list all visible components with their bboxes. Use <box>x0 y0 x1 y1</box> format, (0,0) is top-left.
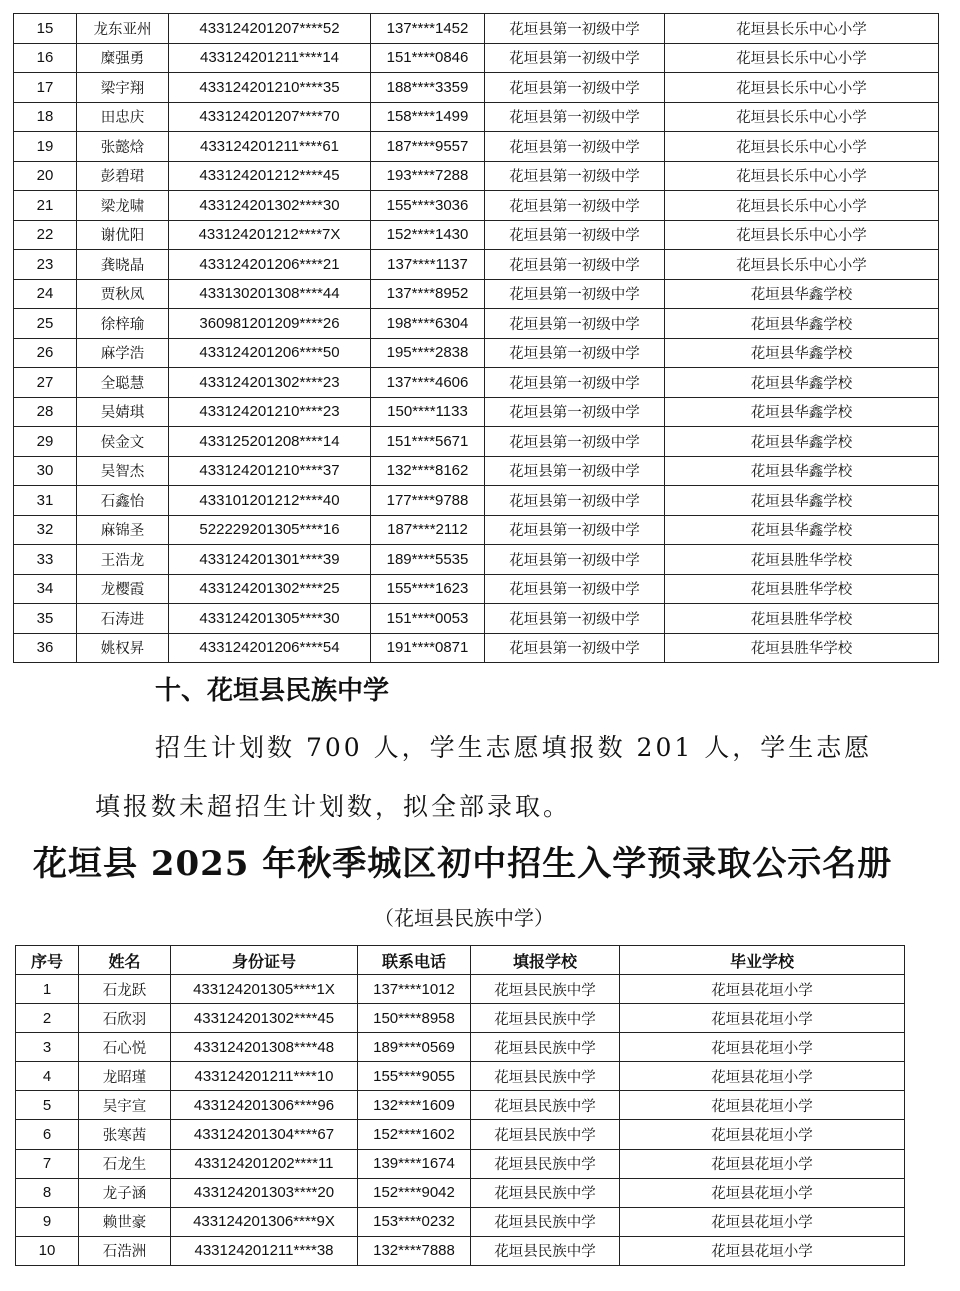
cell-index: 26 <box>14 338 77 368</box>
cell-index: 4 <box>16 1062 79 1091</box>
cell-name: 麻锦圣 <box>77 515 169 545</box>
cell-name: 石龙生 <box>79 1149 171 1178</box>
cell-graduated-school: 花垣县华鑫学校 <box>665 456 939 486</box>
cell-index: 10 <box>16 1236 79 1265</box>
section-heading: 十、花垣县民族中学 <box>155 676 390 706</box>
cell-index: 5 <box>16 1091 79 1120</box>
document-subtitle: （花垣县民族中学） <box>374 906 554 930</box>
table-row <box>14 250 939 280</box>
header-phone: 联系电话 <box>358 946 471 975</box>
cell-graduated-school: 花垣县华鑫学校 <box>665 515 939 545</box>
cell-applied-school: 花垣县第一初级中学 <box>485 604 665 634</box>
table-row <box>14 515 939 545</box>
cell-name: 谢优阳 <box>77 220 169 250</box>
cell-applied-school: 花垣县第一初级中学 <box>485 368 665 398</box>
cell-phone: 137****1452 <box>371 14 485 44</box>
table-row <box>16 1236 905 1265</box>
table-row <box>14 338 939 368</box>
cell-id-number: 433124201212****45 <box>169 161 371 191</box>
cell-graduated-school: 花垣县花垣小学 <box>620 975 905 1004</box>
table-row <box>14 309 939 339</box>
cell-index: 19 <box>14 132 77 162</box>
cell-graduated-school: 花垣县胜华学校 <box>665 633 939 663</box>
cell-applied-school: 花垣县第一初级中学 <box>485 102 665 132</box>
cell-index: 22 <box>14 220 77 250</box>
cell-applied-school: 花垣县第一初级中学 <box>485 14 665 44</box>
cell-phone: 139****1674 <box>358 1149 471 1178</box>
table-row <box>14 191 939 221</box>
cell-applied-school: 花垣县民族中学 <box>471 1178 620 1207</box>
cell-name: 贾秋凤 <box>77 279 169 309</box>
table-row <box>14 73 939 103</box>
cell-applied-school: 花垣县民族中学 <box>471 1207 620 1236</box>
cell-id-number: 433124201306****9X <box>171 1207 358 1236</box>
table-row <box>16 1120 905 1149</box>
cell-graduated-school: 花垣县胜华学校 <box>665 574 939 604</box>
table-row <box>16 1004 905 1033</box>
header-row <box>16 946 905 975</box>
cell-phone: 158****1499 <box>371 102 485 132</box>
cell-graduated-school: 花垣县长乐中心小学 <box>665 43 939 73</box>
cell-name: 张懿焓 <box>77 132 169 162</box>
cell-index: 18 <box>14 102 77 132</box>
cell-name: 石龙跃 <box>79 975 171 1004</box>
table-row <box>16 1033 905 1062</box>
cell-phone: 132****8162 <box>371 456 485 486</box>
cell-index: 31 <box>14 486 77 516</box>
table-row <box>14 102 939 132</box>
cell-graduated-school: 花垣县花垣小学 <box>620 1149 905 1178</box>
cell-name: 石欣羽 <box>79 1004 171 1033</box>
table-row <box>14 486 939 516</box>
cell-name: 侯金文 <box>77 427 169 457</box>
cell-graduated-school: 花垣县华鑫学校 <box>665 309 939 339</box>
cell-id-number: 433124201304****67 <box>171 1120 358 1149</box>
cell-phone: 198****6304 <box>371 309 485 339</box>
cell-graduated-school: 花垣县长乐中心小学 <box>665 220 939 250</box>
cell-name: 姚权昇 <box>77 633 169 663</box>
cell-phone: 151****5671 <box>371 427 485 457</box>
cell-name: 吴智杰 <box>77 456 169 486</box>
cell-applied-school: 花垣县民族中学 <box>471 1091 620 1120</box>
cell-applied-school: 花垣县民族中学 <box>471 975 620 1004</box>
cell-applied-school: 花垣县民族中学 <box>471 1120 620 1149</box>
cell-graduated-school: 花垣县长乐中心小学 <box>665 191 939 221</box>
cell-index: 20 <box>14 161 77 191</box>
cell-graduated-school: 花垣县华鑫学校 <box>665 338 939 368</box>
cell-index: 36 <box>14 633 77 663</box>
cell-name: 龙东亚州 <box>77 14 169 44</box>
cell-graduated-school: 花垣县长乐中心小学 <box>665 73 939 103</box>
cell-graduated-school: 花垣县花垣小学 <box>620 1062 905 1091</box>
cell-name: 王浩龙 <box>77 545 169 575</box>
cell-applied-school: 花垣县第一初级中学 <box>485 132 665 162</box>
cell-phone: 195****2838 <box>371 338 485 368</box>
cell-phone: 151****0053 <box>371 604 485 634</box>
table-row <box>14 161 939 191</box>
cell-id-number: 433124201202****11 <box>171 1149 358 1178</box>
cell-id-number: 433124201210****23 <box>169 397 371 427</box>
cell-graduated-school: 花垣县花垣小学 <box>620 1120 905 1149</box>
cell-applied-school: 花垣县第一初级中学 <box>485 427 665 457</box>
cell-phone: 137****4606 <box>371 368 485 398</box>
table-row <box>14 545 939 575</box>
cell-phone: 137****1137 <box>371 250 485 280</box>
cell-index: 6 <box>16 1120 79 1149</box>
cell-id-number: 522229201305****16 <box>169 515 371 545</box>
cell-graduated-school: 花垣县胜华学校 <box>665 545 939 575</box>
cell-name: 龙樱霞 <box>77 574 169 604</box>
cell-phone: 150****8958 <box>358 1004 471 1033</box>
cell-graduated-school: 花垣县花垣小学 <box>620 1091 905 1120</box>
cell-phone: 155****3036 <box>371 191 485 221</box>
table-body <box>16 975 905 1266</box>
cell-index: 34 <box>14 574 77 604</box>
cell-name: 吴宇宣 <box>79 1091 171 1120</box>
cell-name: 吴婧琪 <box>77 397 169 427</box>
header-graduated-school: 毕业学校 <box>620 946 905 975</box>
cell-phone: 191****0871 <box>371 633 485 663</box>
cell-applied-school: 花垣县民族中学 <box>471 1236 620 1265</box>
cell-name: 龙昭瑾 <box>79 1062 171 1091</box>
cell-id-number: 433124201303****20 <box>171 1178 358 1207</box>
cell-index: 21 <box>14 191 77 221</box>
table-row <box>16 1178 905 1207</box>
cell-phone: 151****0846 <box>371 43 485 73</box>
cell-id-number: 433124201206****21 <box>169 250 371 280</box>
cell-id-number: 433124201207****52 <box>169 14 371 44</box>
cell-applied-school: 花垣县第一初级中学 <box>485 161 665 191</box>
table-row <box>16 1149 905 1178</box>
cell-name: 全聪慧 <box>77 368 169 398</box>
cell-applied-school: 花垣县第一初级中学 <box>485 545 665 575</box>
cell-index: 24 <box>14 279 77 309</box>
table-row <box>14 132 939 162</box>
cell-graduated-school: 花垣县长乐中心小学 <box>665 161 939 191</box>
cell-index: 29 <box>14 427 77 457</box>
cell-applied-school: 花垣县第一初级中学 <box>485 220 665 250</box>
cell-index: 7 <box>16 1149 79 1178</box>
cell-index: 35 <box>14 604 77 634</box>
cell-graduated-school: 花垣县华鑫学校 <box>665 397 939 427</box>
cell-applied-school: 花垣县第一初级中学 <box>485 43 665 73</box>
cell-id-number: 433124201302****45 <box>171 1004 358 1033</box>
cell-name: 赖世豪 <box>79 1207 171 1236</box>
table-row <box>14 604 939 634</box>
table-row <box>14 456 939 486</box>
cell-phone: 188****3359 <box>371 73 485 103</box>
header-id-number: 身份证号 <box>171 946 358 975</box>
cell-applied-school: 花垣县第一初级中学 <box>485 73 665 103</box>
document-title: 花垣县 2025 年秋季城区初中招生入学预录取公示名册 <box>33 844 893 884</box>
table-row <box>14 43 939 73</box>
table-row <box>16 975 905 1004</box>
table-row <box>14 633 939 663</box>
cell-name: 石涛进 <box>77 604 169 634</box>
cell-phone: 155****9055 <box>358 1062 471 1091</box>
cell-applied-school: 花垣县第一初级中学 <box>485 191 665 221</box>
cell-id-number: 433124201305****30 <box>169 604 371 634</box>
cell-applied-school: 花垣县民族中学 <box>471 1149 620 1178</box>
cell-id-number: 433124201206****54 <box>169 633 371 663</box>
cell-applied-school: 花垣县民族中学 <box>471 1004 620 1033</box>
header-name: 姓名 <box>79 946 171 975</box>
table-row <box>14 574 939 604</box>
cell-index: 15 <box>14 14 77 44</box>
cell-index: 17 <box>14 73 77 103</box>
cell-index: 1 <box>16 975 79 1004</box>
admission-plan-text-line-1: 招生计划数 700 人，学生志愿填报数 201 人，学生志愿 <box>155 733 873 762</box>
cell-name: 糜强勇 <box>77 43 169 73</box>
cell-index: 25 <box>14 309 77 339</box>
cell-phone: 187****9557 <box>371 132 485 162</box>
cell-graduated-school: 花垣县长乐中心小学 <box>665 14 939 44</box>
cell-index: 8 <box>16 1178 79 1207</box>
cell-phone: 152****1602 <box>358 1120 471 1149</box>
cell-name: 田忠庆 <box>77 102 169 132</box>
cell-phone: 187****2112 <box>371 515 485 545</box>
cell-id-number: 433130201308****44 <box>169 279 371 309</box>
cell-phone: 189****5535 <box>371 545 485 575</box>
table-row <box>14 427 939 457</box>
cell-name: 梁宇翔 <box>77 73 169 103</box>
cell-graduated-school: 花垣县花垣小学 <box>620 1178 905 1207</box>
cell-id-number: 433124201211****10 <box>171 1062 358 1091</box>
cell-id-number: 433124201206****50 <box>169 338 371 368</box>
cell-id-number: 433124201306****96 <box>171 1091 358 1120</box>
cell-index: 33 <box>14 545 77 575</box>
table-row <box>16 1207 905 1236</box>
cell-phone: 189****0569 <box>358 1033 471 1062</box>
cell-graduated-school: 花垣县长乐中心小学 <box>665 132 939 162</box>
cell-phone: 132****7888 <box>358 1236 471 1265</box>
table-row <box>14 368 939 398</box>
cell-name: 梁龙啸 <box>77 191 169 221</box>
cell-phone: 150****1133 <box>371 397 485 427</box>
admission-table-ethnic-middle-school <box>15 945 905 1266</box>
cell-applied-school: 花垣县第一初级中学 <box>485 574 665 604</box>
cell-id-number: 433124201302****23 <box>169 368 371 398</box>
cell-applied-school: 花垣县第一初级中学 <box>485 397 665 427</box>
cell-index: 3 <box>16 1033 79 1062</box>
cell-id-number: 433125201208****14 <box>169 427 371 457</box>
cell-name: 石鑫怡 <box>77 486 169 516</box>
cell-applied-school: 花垣县民族中学 <box>471 1033 620 1062</box>
cell-id-number: 433124201207****70 <box>169 102 371 132</box>
cell-phone: 137****8952 <box>371 279 485 309</box>
cell-id-number: 433124201212****7X <box>169 220 371 250</box>
cell-graduated-school: 花垣县长乐中心小学 <box>665 250 939 280</box>
cell-name: 石浩洲 <box>79 1236 171 1265</box>
cell-applied-school: 花垣县第一初级中学 <box>485 250 665 280</box>
cell-applied-school: 花垣县第一初级中学 <box>485 309 665 339</box>
cell-graduated-school: 花垣县华鑫学校 <box>665 486 939 516</box>
cell-applied-school: 花垣县第一初级中学 <box>485 515 665 545</box>
cell-id-number: 433124201210****37 <box>169 456 371 486</box>
cell-index: 23 <box>14 250 77 280</box>
header-index: 序号 <box>16 946 79 975</box>
cell-graduated-school: 花垣县胜华学校 <box>665 604 939 634</box>
cell-graduated-school: 花垣县华鑫学校 <box>665 279 939 309</box>
cell-index: 32 <box>14 515 77 545</box>
cell-name: 石心悦 <box>79 1033 171 1062</box>
cell-index: 16 <box>14 43 77 73</box>
table-row <box>14 220 939 250</box>
cell-applied-school: 花垣县民族中学 <box>471 1062 620 1091</box>
cell-id-number: 433124201305****1X <box>171 975 358 1004</box>
cell-id-number: 433124201308****48 <box>171 1033 358 1062</box>
cell-graduated-school: 花垣县花垣小学 <box>620 1033 905 1062</box>
cell-applied-school: 花垣县第一初级中学 <box>485 279 665 309</box>
cell-applied-school: 花垣县第一初级中学 <box>485 338 665 368</box>
cell-phone: 155****1623 <box>371 574 485 604</box>
cell-name: 龚晓晶 <box>77 250 169 280</box>
cell-graduated-school: 花垣县花垣小学 <box>620 1004 905 1033</box>
table-header <box>16 946 905 975</box>
cell-index: 30 <box>14 456 77 486</box>
cell-applied-school: 花垣县第一初级中学 <box>485 486 665 516</box>
table-row <box>16 1062 905 1091</box>
cell-name: 徐梓瑜 <box>77 309 169 339</box>
cell-name: 彭碧珺 <box>77 161 169 191</box>
cell-phone: 152****1430 <box>371 220 485 250</box>
cell-phone: 177****9788 <box>371 486 485 516</box>
admission-plan-text-line-2: 填报数未超招生计划数，拟全部录取。 <box>95 792 572 821</box>
cell-id-number: 433124201302****25 <box>169 574 371 604</box>
cell-index: 28 <box>14 397 77 427</box>
cell-index: 2 <box>16 1004 79 1033</box>
cell-name: 张寒茜 <box>79 1120 171 1149</box>
cell-id-number: 433124201211****14 <box>169 43 371 73</box>
cell-phone: 132****1609 <box>358 1091 471 1120</box>
admission-table-first-middle-school <box>13 13 939 663</box>
cell-id-number: 433101201212****40 <box>169 486 371 516</box>
cell-id-number: 433124201211****61 <box>169 132 371 162</box>
cell-applied-school: 花垣县第一初级中学 <box>485 633 665 663</box>
cell-graduated-school: 花垣县华鑫学校 <box>665 368 939 398</box>
cell-id-number: 433124201301****39 <box>169 545 371 575</box>
cell-phone: 137****1012 <box>358 975 471 1004</box>
cell-index: 9 <box>16 1207 79 1236</box>
table-row <box>16 1091 905 1120</box>
cell-graduated-school: 花垣县花垣小学 <box>620 1236 905 1265</box>
cell-name: 龙子涵 <box>79 1178 171 1207</box>
cell-phone: 152****9042 <box>358 1178 471 1207</box>
table-body <box>14 14 939 663</box>
cell-graduated-school: 花垣县长乐中心小学 <box>665 102 939 132</box>
cell-phone: 153****0232 <box>358 1207 471 1236</box>
cell-id-number: 433124201302****30 <box>169 191 371 221</box>
header-applied-school: 填报学校 <box>471 946 620 975</box>
cell-id-number: 433124201211****38 <box>171 1236 358 1265</box>
cell-name: 麻学浩 <box>77 338 169 368</box>
cell-index: 27 <box>14 368 77 398</box>
table-row <box>14 397 939 427</box>
cell-id-number: 360981201209****26 <box>169 309 371 339</box>
cell-applied-school: 花垣县第一初级中学 <box>485 456 665 486</box>
cell-graduated-school: 花垣县花垣小学 <box>620 1207 905 1236</box>
cell-graduated-school: 花垣县华鑫学校 <box>665 427 939 457</box>
table-row <box>14 14 939 44</box>
table-row <box>14 279 939 309</box>
cell-id-number: 433124201210****35 <box>169 73 371 103</box>
cell-phone: 193****7288 <box>371 161 485 191</box>
